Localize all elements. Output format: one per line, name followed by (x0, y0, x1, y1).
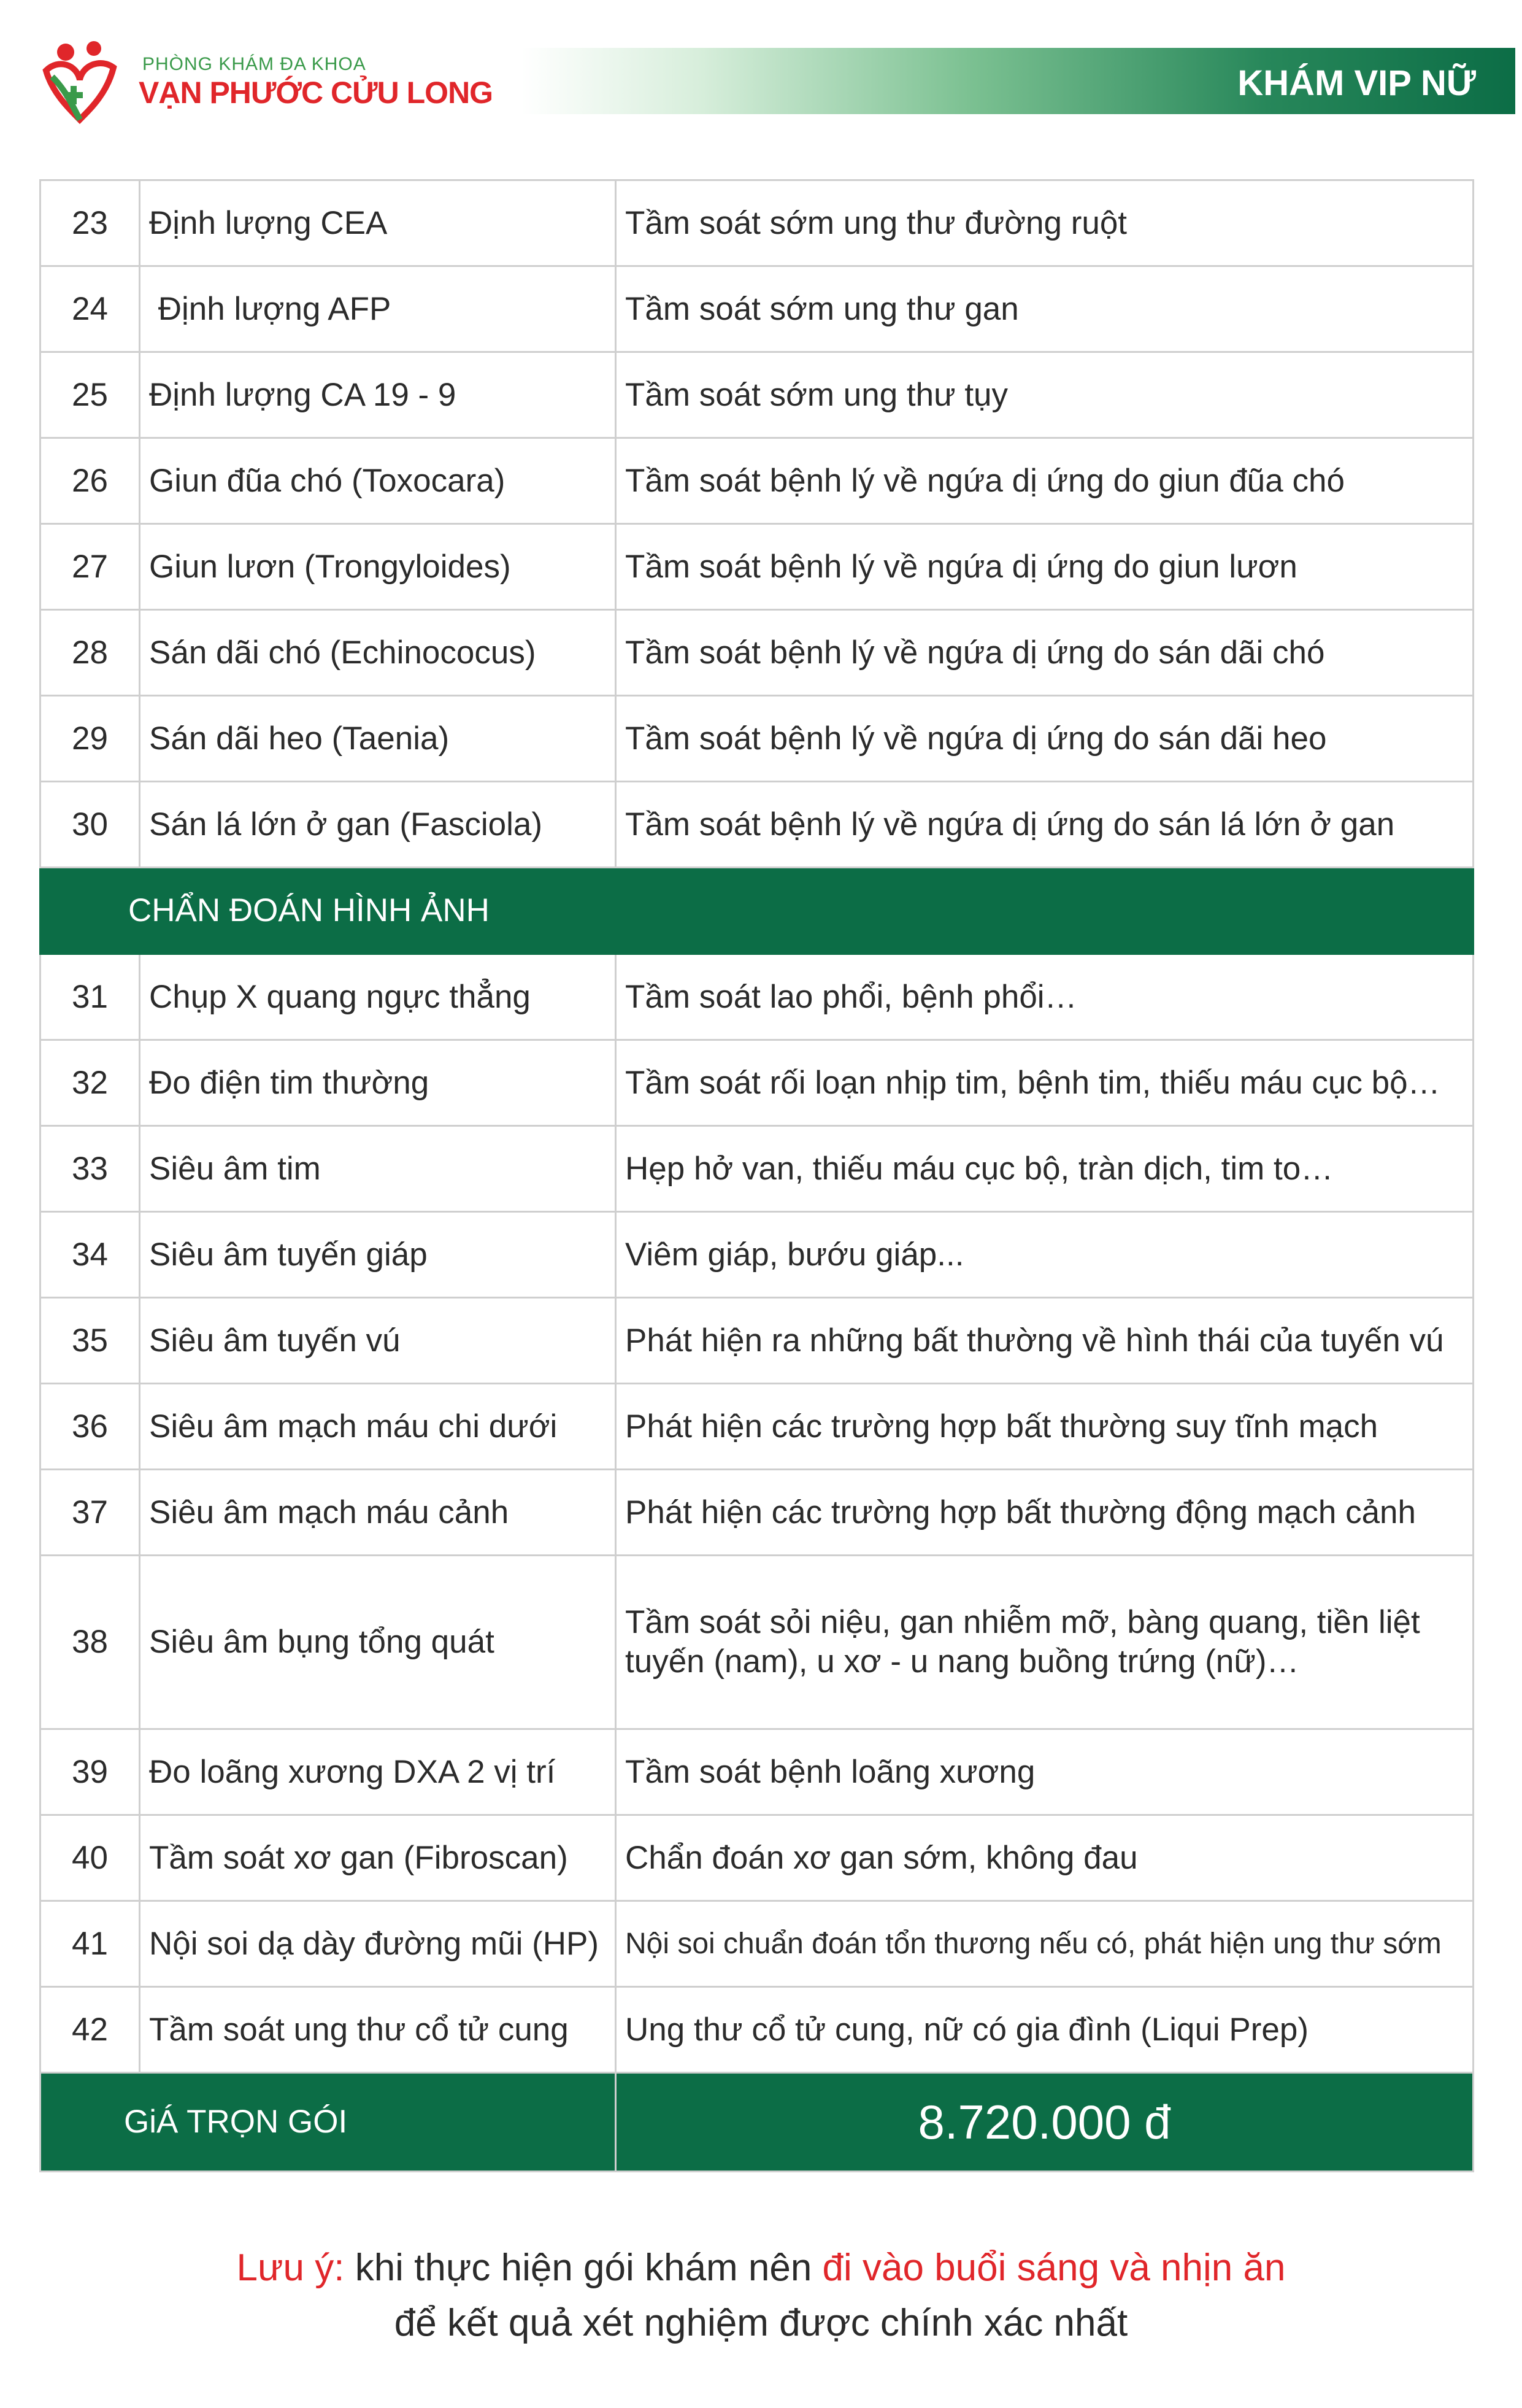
row-number: 40 (40, 1815, 140, 1901)
table-row (40, 524, 1474, 610)
table-row (40, 610, 1474, 696)
service-name: Siêu âm tuyến giáp (140, 1212, 616, 1298)
service-name: Tầm soát ung thư cổ tử cung (140, 1987, 616, 2073)
service-description: Phát hiện các trường hợp bất thường động mạch cảnh (616, 1470, 1474, 1556)
table-row (40, 352, 1474, 438)
service-name: Sán dãi heo (Taenia) (140, 696, 616, 782)
service-name: Giun đũa chó (Toxocara) (140, 438, 616, 524)
table-row (40, 1040, 1474, 1126)
service-name: Siêu âm tuyến vú (140, 1298, 616, 1384)
service-name: Định lượng AFP (140, 266, 616, 352)
table-row (40, 180, 1474, 266)
row-number: 24 (40, 266, 140, 352)
table-row (40, 1212, 1474, 1298)
clinic-name: VẠN PHƯỚC CỬU LONG (139, 75, 493, 110)
table-row (40, 266, 1474, 352)
row-number: 37 (40, 1470, 140, 1556)
package-title: KHÁM VIP NỮ (1237, 63, 1476, 103)
row-number: 28 (40, 610, 140, 696)
note-line-2: để kết quả xét nghiệm được chính xác nhất (394, 2302, 1128, 2344)
service-name: Sán lá lớn ở gan (Fasciola) (140, 782, 616, 868)
clinic-subtitle: PHÒNG KHÁM ĐA KHOA (142, 54, 366, 74)
table-row (40, 954, 1474, 1040)
service-description: Hẹp hở van, thiếu máu cục bộ, tràn dịch, tim to… (616, 1126, 1474, 1212)
table-row (40, 438, 1474, 524)
title-banner (521, 48, 1515, 114)
service-description: Ung thư cổ tử cung, nữ có gia đình (Liqui Prep) (616, 1987, 1474, 2073)
section-header-row (40, 868, 1474, 954)
price-row (40, 2073, 1474, 2172)
note-middle: khi thực hiện gói khám nên (344, 2247, 823, 2289)
service-description: Tầm soát bệnh loãng xương (616, 1729, 1474, 1815)
service-description: Tầm soát sớm ung thư gan (616, 266, 1474, 352)
table-row (40, 1729, 1474, 1815)
service-description: Nội soi chuẩn đoán tổn thương nếu có, phát hiện ung thư sớm (616, 1901, 1474, 1987)
table-row (40, 1126, 1474, 1212)
table-row (40, 1987, 1474, 2073)
service-description: Phát hiện ra những bất thường về hình thái của tuyến vú (616, 1298, 1474, 1384)
clinic-logo-icon (34, 34, 126, 126)
services-table (39, 179, 1474, 2172)
service-name: Định lượng CA 19 - 9 (140, 352, 616, 438)
table-row (40, 696, 1474, 782)
service-name: Siêu âm mạch máu cảnh (140, 1470, 616, 1556)
service-description (616, 1556, 1474, 1729)
note-highlight: đi vào buổi sáng và nhịn ăn (822, 2247, 1286, 2289)
row-number: 33 (40, 1126, 140, 1212)
row-number: 36 (40, 1384, 140, 1470)
section-title: CHẨN ĐOÁN HÌNH ẢNH (40, 868, 1474, 954)
service-description: Tầm soát bệnh lý về ngứa dị ứng do giun lươn (616, 524, 1474, 610)
table-row (40, 1901, 1474, 1987)
service-name: Siêu âm tim (140, 1126, 616, 1212)
row-number: 42 (40, 1987, 140, 2073)
row-number: 32 (40, 1040, 140, 1126)
description-line: Tầm soát sỏi niệu, gan nhiễm mỡ, bàng quang, tiền liệt (625, 1604, 1420, 1640)
row-number: 26 (40, 438, 140, 524)
table-row (40, 1470, 1474, 1556)
row-number: 35 (40, 1298, 140, 1384)
note-line-1 (0, 2246, 1522, 2290)
service-description: Phát hiện các trường hợp bất thường suy tĩnh mạch (616, 1384, 1474, 1470)
row-number: 38 (40, 1556, 140, 1729)
note-prefix: Lưu ý: (236, 2247, 345, 2289)
row-number: 29 (40, 696, 140, 782)
service-description: Tầm soát sớm ung thư đường ruột (616, 180, 1474, 266)
service-description: Tầm soát lao phổi, bệnh phổi… (616, 954, 1474, 1040)
table-row (40, 1384, 1474, 1470)
row-number: 31 (40, 954, 140, 1040)
table-row (40, 1815, 1474, 1901)
service-name: Siêu âm mạch máu chi dưới (140, 1384, 616, 1470)
table-row (40, 782, 1474, 868)
service-description: Viêm giáp, bướu giáp... (616, 1212, 1474, 1298)
service-description: Tầm soát bệnh lý về ngứa dị ứng do sán dãi heo (616, 696, 1474, 782)
row-number: 23 (40, 180, 140, 266)
row-number: 25 (40, 352, 140, 438)
service-name: Giun lươn (Trongyloides) (140, 524, 616, 610)
service-description: Tầm soát bệnh lý về ngứa dị ứng do sán dãi chó (616, 610, 1474, 696)
row-number: 34 (40, 1212, 140, 1298)
description-line: tuyến (nam), u xơ - u nang buồng trứng (nữ)… (625, 1643, 1299, 1680)
row-number: 30 (40, 782, 140, 868)
service-description: Tầm soát bệnh lý về ngứa dị ứng do sán lá lớn ở gan (616, 782, 1474, 868)
service-name: Đo loãng xương DXA 2 vị trí (140, 1729, 616, 1815)
service-name: Tầm soát xơ gan (Fibroscan) (140, 1815, 616, 1901)
service-name: Sán dãi chó (Echinococus) (140, 610, 616, 696)
service-name: Siêu âm bụng tổng quát (140, 1556, 616, 1729)
row-number: 39 (40, 1729, 140, 1815)
price-value: 8.720.000 đ (616, 2073, 1474, 2172)
service-name: Nội soi dạ dày đường mũi (HP) (140, 1901, 616, 1987)
table-row (40, 1556, 1474, 1729)
service-description: Chẩn đoán xơ gan sớm, không đau (616, 1815, 1474, 1901)
service-description: Tầm soát sớm ung thư tụy (616, 352, 1474, 438)
row-number: 27 (40, 524, 140, 610)
price-label: GiÁ TRỌN GÓI (40, 2073, 616, 2172)
service-name: Chụp X quang ngực thẳng (140, 954, 616, 1040)
row-number: 41 (40, 1901, 140, 1987)
service-name: Đo điện tim thường (140, 1040, 616, 1126)
table-row (40, 1298, 1474, 1384)
service-description: Tầm soát rối loạn nhịp tim, bệnh tim, thiếu máu cục bộ… (616, 1040, 1474, 1126)
service-name: Định lượng CEA (140, 180, 616, 266)
header (0, 0, 1522, 147)
service-description: Tầm soát bệnh lý về ngứa dị ứng do giun đũa chó (616, 438, 1474, 524)
